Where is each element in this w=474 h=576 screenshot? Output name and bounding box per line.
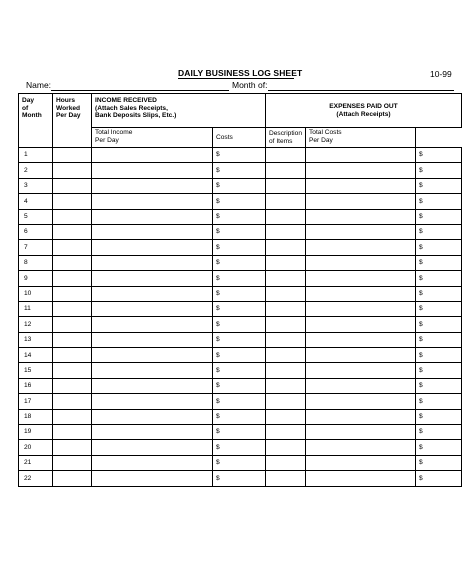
total-income-cell[interactable]: $	[213, 301, 266, 316]
total-costs-cell[interactable]: $	[415, 378, 461, 393]
total-costs-cell[interactable]: $	[415, 425, 461, 440]
hours-worked-cell[interactable]	[53, 363, 92, 378]
month-label: Month of:	[232, 80, 268, 90]
income-received-cell[interactable]	[92, 163, 213, 178]
income-received-cell[interactable]	[92, 286, 213, 301]
total-costs-cell[interactable]: $	[415, 409, 461, 424]
name-label: Name:	[26, 80, 52, 90]
total-costs-cell[interactable]: $	[415, 332, 461, 347]
hours-worked-cell[interactable]	[53, 209, 92, 224]
total-costs-cell[interactable]: $	[415, 394, 461, 409]
table-row	[19, 209, 462, 224]
total-income-cell[interactable]: $	[213, 255, 266, 270]
hours-worked-cell[interactable]	[53, 301, 92, 316]
costs-cell[interactable]	[266, 409, 306, 424]
income-received-cell[interactable]	[92, 240, 213, 255]
costs-cell[interactable]	[266, 148, 306, 163]
income-received-cell[interactable]	[92, 194, 213, 209]
total-income-cell[interactable]: $	[213, 378, 266, 393]
description-cell[interactable]	[305, 440, 415, 455]
description-cell[interactable]	[305, 178, 415, 193]
total-income-cell[interactable]: $	[213, 271, 266, 286]
description-cell[interactable]	[305, 271, 415, 286]
table-row	[19, 363, 462, 378]
day-number: 7	[19, 240, 53, 255]
day-number: 17	[19, 394, 53, 409]
table-row	[19, 194, 462, 209]
income-received-cell[interactable]	[92, 255, 213, 270]
hours-worked-cell[interactable]	[53, 378, 92, 393]
hours-worked-cell[interactable]	[53, 148, 92, 163]
description-cell[interactable]	[305, 317, 415, 332]
total-costs-cell[interactable]: $	[415, 224, 461, 239]
total-costs-cell[interactable]: $	[415, 471, 461, 486]
costs-cell[interactable]	[266, 332, 306, 347]
income-received-cell[interactable]	[92, 378, 213, 393]
total-costs-cell[interactable]: $	[415, 209, 461, 224]
description-cell[interactable]	[305, 348, 415, 363]
description-cell[interactable]	[305, 194, 415, 209]
table-row	[19, 240, 462, 255]
table-row	[19, 425, 462, 440]
description-cell[interactable]	[305, 409, 415, 424]
table-row	[19, 440, 462, 455]
total-income-cell[interactable]: $	[213, 394, 266, 409]
description-cell[interactable]	[305, 394, 415, 409]
day-number: 2	[19, 163, 53, 178]
costs-cell[interactable]	[266, 471, 306, 486]
day-number: 18	[19, 409, 53, 424]
table-row	[19, 317, 462, 332]
income-received-cell[interactable]	[92, 209, 213, 224]
description-cell[interactable]	[305, 163, 415, 178]
total-income-cell[interactable]: $	[213, 425, 266, 440]
costs-cell[interactable]	[266, 348, 306, 363]
hours-worked-cell[interactable]	[53, 224, 92, 239]
description-cell[interactable]	[305, 301, 415, 316]
day-number: 1	[19, 148, 53, 163]
hours-worked-cell[interactable]	[53, 255, 92, 270]
day-number: 16	[19, 378, 53, 393]
income-received-cell[interactable]	[92, 394, 213, 409]
income-received-cell[interactable]	[92, 363, 213, 378]
day-number: 9	[19, 271, 53, 286]
total-income-cell[interactable]: $	[213, 194, 266, 209]
total-costs-cell[interactable]: $	[415, 363, 461, 378]
hours-worked-cell[interactable]	[53, 455, 92, 470]
costs-cell[interactable]	[266, 163, 306, 178]
costs-cell[interactable]	[266, 224, 306, 239]
description-cell[interactable]	[305, 209, 415, 224]
title-underline	[178, 78, 294, 79]
costs-header: Costs	[213, 128, 266, 148]
table-row	[19, 163, 462, 178]
day-number: 22	[19, 471, 53, 486]
log-table	[18, 93, 462, 487]
total-costs-cell[interactable]: $	[415, 317, 461, 332]
total-costs-cell[interactable]: $	[415, 194, 461, 209]
hours-worked-cell[interactable]	[53, 471, 92, 486]
description-cell[interactable]	[305, 455, 415, 470]
income-received-cell[interactable]	[92, 317, 213, 332]
total-income-cell[interactable]: $	[213, 455, 266, 470]
income-received-header: INCOME RECEIVED (Attach Sales Receipts, Bank Deposits Slips, Etc.)	[92, 94, 266, 128]
income-received-cell[interactable]	[92, 409, 213, 424]
total-costs-cell[interactable]: $	[415, 271, 461, 286]
form-code: 10-99	[430, 69, 452, 79]
table-row	[19, 471, 462, 486]
table-row	[19, 178, 462, 193]
income-received-cell[interactable]	[92, 148, 213, 163]
income-received-cell[interactable]	[92, 455, 213, 470]
total-income-cell[interactable]: $	[213, 178, 266, 193]
table-row	[19, 255, 462, 270]
day-number: 14	[19, 348, 53, 363]
table-row	[19, 348, 462, 363]
costs-cell[interactable]	[266, 425, 306, 440]
hours-worked-cell[interactable]	[53, 425, 92, 440]
hours-worked-cell[interactable]	[53, 409, 92, 424]
costs-cell[interactable]	[266, 394, 306, 409]
total-costs-cell[interactable]: $	[415, 348, 461, 363]
day-number: 5	[19, 209, 53, 224]
day-number: 10	[19, 286, 53, 301]
hours-worked-cell[interactable]	[53, 348, 92, 363]
expenses-paid-out-header: EXPENSES PAID OUT (Attach Receipts)	[266, 94, 462, 128]
hours-worked-cell[interactable]	[53, 394, 92, 409]
hours-worked-header: Hours Worked Per Day	[53, 94, 92, 148]
table-row	[19, 286, 462, 301]
income-received-cell[interactable]	[92, 332, 213, 347]
total-costs-cell[interactable]: $	[415, 455, 461, 470]
total-costs-cell[interactable]: $	[415, 178, 461, 193]
total-income-cell[interactable]: $	[213, 286, 266, 301]
hours-worked-cell[interactable]	[53, 163, 92, 178]
total-costs-cell[interactable]: $	[415, 255, 461, 270]
income-received-cell[interactable]	[92, 440, 213, 455]
costs-cell[interactable]	[266, 209, 306, 224]
description-cell[interactable]	[305, 255, 415, 270]
day-number: 8	[19, 255, 53, 270]
income-received-cell[interactable]	[92, 348, 213, 363]
income-received-cell[interactable]	[92, 224, 213, 239]
description-cell[interactable]	[305, 425, 415, 440]
total-income-cell[interactable]: $	[213, 148, 266, 163]
hours-worked-cell[interactable]	[53, 240, 92, 255]
table-row	[19, 148, 462, 163]
total-income-cell[interactable]: $	[213, 317, 266, 332]
total-costs-cell[interactable]: $	[415, 286, 461, 301]
costs-cell[interactable]	[266, 194, 306, 209]
description-cell[interactable]	[305, 224, 415, 239]
description-cell[interactable]	[305, 148, 415, 163]
total-income-cell[interactable]: $	[213, 240, 266, 255]
table-row	[19, 394, 462, 409]
costs-cell[interactable]	[266, 317, 306, 332]
description-header: Description of Items	[266, 128, 306, 148]
day-number: 20	[19, 440, 53, 455]
hours-worked-cell[interactable]	[53, 178, 92, 193]
hours-worked-cell[interactable]	[53, 286, 92, 301]
total-costs-cell[interactable]: $	[415, 163, 461, 178]
sheet-title: DAILY BUSINESS LOG SHEET	[178, 68, 303, 78]
hours-worked-cell[interactable]	[53, 194, 92, 209]
hours-worked-cell[interactable]	[53, 317, 92, 332]
day-number: 4	[19, 194, 53, 209]
income-received-cell[interactable]	[92, 471, 213, 486]
table-row	[19, 301, 462, 316]
costs-cell[interactable]	[266, 178, 306, 193]
costs-cell[interactable]	[266, 271, 306, 286]
costs-cell[interactable]	[266, 440, 306, 455]
table-row	[19, 332, 462, 347]
description-cell[interactable]	[305, 378, 415, 393]
total-income-header: Total Income Per Day	[92, 128, 213, 148]
table-row	[19, 455, 462, 470]
day-number: 12	[19, 317, 53, 332]
month-field-line[interactable]	[268, 90, 454, 91]
costs-cell[interactable]	[266, 455, 306, 470]
total-income-cell[interactable]: $	[213, 332, 266, 347]
day-number: 21	[19, 455, 53, 470]
day-of-month-header: Day of Month	[19, 94, 53, 148]
income-received-cell[interactable]	[92, 178, 213, 193]
name-field-line[interactable]	[51, 90, 229, 91]
day-number: 19	[19, 425, 53, 440]
total-income-cell[interactable]: $	[213, 348, 266, 363]
table-row	[19, 224, 462, 239]
description-cell[interactable]	[305, 332, 415, 347]
total-income-cell[interactable]: $	[213, 363, 266, 378]
income-received-cell[interactable]	[92, 271, 213, 286]
total-costs-cell[interactable]: $	[415, 148, 461, 163]
costs-cell[interactable]	[266, 378, 306, 393]
costs-cell[interactable]	[266, 240, 306, 255]
header-row-main	[19, 94, 462, 128]
total-income-cell[interactable]: $	[213, 440, 266, 455]
table-row	[19, 409, 462, 424]
description-cell[interactable]	[305, 240, 415, 255]
total-income-cell[interactable]: $	[213, 209, 266, 224]
table-row	[19, 378, 462, 393]
table-row	[19, 271, 462, 286]
costs-cell[interactable]	[266, 301, 306, 316]
description-cell[interactable]	[305, 286, 415, 301]
total-income-cell[interactable]: $	[213, 224, 266, 239]
day-number: 11	[19, 301, 53, 316]
day-number: 6	[19, 224, 53, 239]
hours-worked-cell[interactable]	[53, 440, 92, 455]
day-number: 15	[19, 363, 53, 378]
income-received-cell[interactable]	[92, 425, 213, 440]
total-costs-header: Total Costs Per Day	[305, 128, 415, 148]
total-income-cell[interactable]: $	[213, 409, 266, 424]
total-costs-cell[interactable]: $	[415, 440, 461, 455]
day-number: 13	[19, 332, 53, 347]
total-income-cell[interactable]: $	[213, 163, 266, 178]
total-costs-cell[interactable]: $	[415, 301, 461, 316]
costs-cell[interactable]	[266, 286, 306, 301]
costs-cell[interactable]	[266, 255, 306, 270]
hours-worked-cell[interactable]	[53, 332, 92, 347]
description-cell[interactable]	[305, 471, 415, 486]
description-cell[interactable]	[305, 363, 415, 378]
day-number: 3	[19, 178, 53, 193]
hours-worked-cell[interactable]	[53, 271, 92, 286]
total-income-cell[interactable]: $	[213, 471, 266, 486]
costs-cell[interactable]	[266, 363, 306, 378]
income-received-cell[interactable]	[92, 301, 213, 316]
total-costs-cell[interactable]: $	[415, 240, 461, 255]
